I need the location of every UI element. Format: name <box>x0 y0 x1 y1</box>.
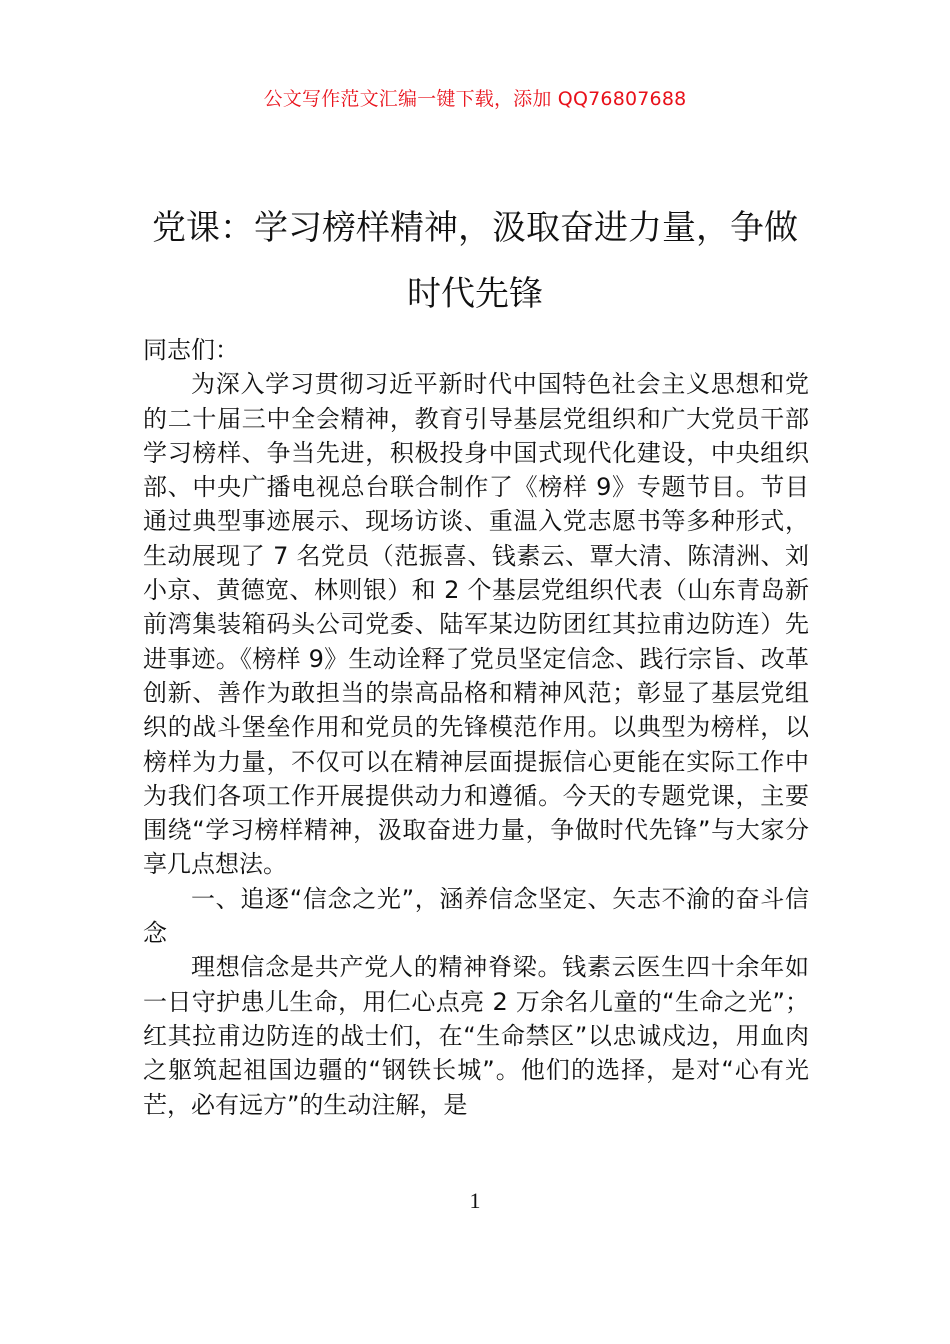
header-download-note: 公文写作范文汇编一键下载，添加 QQ76807688 <box>263 88 687 110</box>
body-paragraph: 理想信念是共产党人的精神脊梁。钱素云医生四十余年如一日守护患儿生命，用仁心点亮 2 万余名儿童的“生命之光”；红其拉甫边防连的战士们，在“生命禁区”以忠诚戍边，用血肉之躯筑起祖国边疆的“钢铁长城”。他们的选择，是对“心有光芒，必有远方”的生动注解，是 <box>143 953 809 1119</box>
section-heading-1: 一、追逐“信念之光”，涵养信念坚定、矢志不渝的奋斗信念 <box>143 884 809 948</box>
salutation: 同志们： <box>143 336 239 364</box>
document-title: 党课：学习榜样精神，汲取奋进力量，争做时代先锋 <box>152 207 798 314</box>
document-body <box>143 333 809 1122</box>
intro-paragraph: 为深入学习贯彻习近平新时代中国特色社会主义思想和党的二十届三中全会精神，教育引导基层党组织和广大党员干部学习榜样、争当先进，积极投身中国式现代化建设，中央组织部、中央广播电视总台联合制作了《榜样 9》专题节目。节目通过典型事迹展示、现场访谈、重温入党志愿书等多种形式，生动展现了 7 名党员（范振喜、钱素云、覃大清、陈清洲、刘小京、黄德宽、林则银）和 2 个基层党组织代表（山东青岛新前湾集装箱码头公司党委、陆军某边防团红其拉甫边防连）先进事迹。《榜样 9》生动诠释了党员坚定信念、践行宗旨、改革创新、善作为敢担当的崇高品格和精神风范；彰显了基层党组织的战斗堡垒作用和党员的先锋模范作用。以典型为榜样，以榜样为力量，不仅可以在精神层面提振信心更能在实际工作中为我们各项工作开展提供动力和遵循。今天的专题党课，主要围绕“学习榜样精神，汲取奋进力量，争做时代先锋”与大家分享几点想法。 <box>143 370 809 879</box>
page-number: 1 <box>469 1188 481 1213</box>
